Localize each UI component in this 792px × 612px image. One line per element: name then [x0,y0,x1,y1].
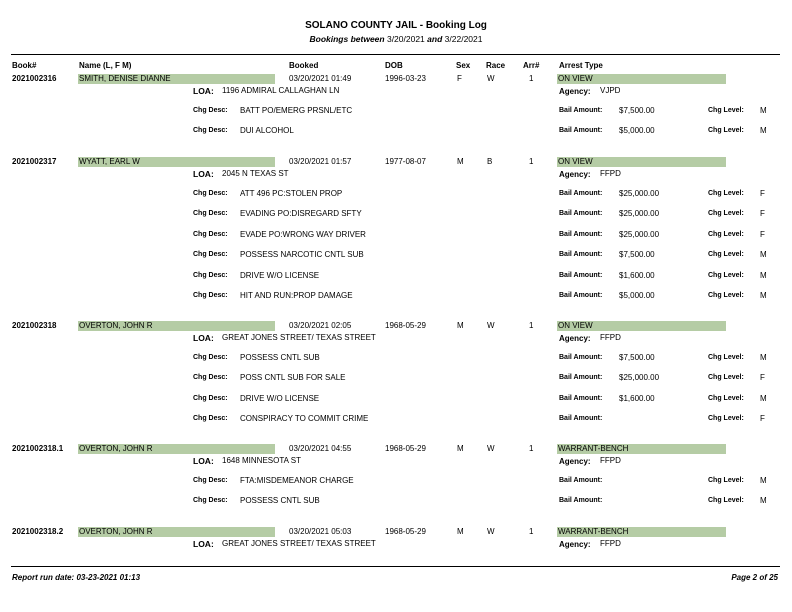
inmate-name: OVERTON, JOHN R [78,527,275,537]
bail-amount: $25,000.00 [619,209,660,218]
chg-desc-label: Chg Desc: [193,251,228,258]
booking-record [0,157,792,300]
bail-amount-label: Bail Amount: [559,497,603,504]
agency-label: Agency: [559,170,591,179]
chg-level-label: Chg Level: [708,415,744,422]
col-dob: DOB [385,61,403,70]
charge-level: M [760,105,767,115]
arrest-number: 1 [529,444,534,453]
book-number: 2021002316 [12,74,57,83]
inmate-name: OVERTON, JOHN R [78,321,275,331]
bail-amount-label: Bail Amount: [559,271,603,279]
agency-label: Agency: [559,87,591,96]
chg-desc-label: Chg Desc: [193,374,228,381]
chg-level-label: Chg Level: [708,374,744,381]
charge-level: M [760,250,767,259]
booking-record [0,527,792,549]
booked-datetime: 03/20/2021 05:03 [289,527,352,536]
chg-desc-label: Chg Desc: [193,394,228,402]
agency-label: Agency: [559,334,591,343]
start-date: 3/20/2021 [386,34,425,44]
sex: M [457,444,464,453]
report-title: SOLANO COUNTY JAIL - Booking Log [305,20,487,31]
inmate-name: OVERTON, JOHN R [78,444,275,454]
chg-level-label: Chg Level: [708,476,744,484]
dob: 1968-05-29 [385,527,426,536]
race: W [487,444,495,453]
col-arr: Arr# [523,61,540,70]
chg-desc-label: Chg Desc: [193,476,228,484]
book-number: 2021002318.1 [12,444,64,453]
bail-amount: $25,000.00 [619,188,660,198]
bail-amount-label: Bail Amount: [559,230,603,238]
subtitle-and: and [427,34,443,44]
chg-level-label: Chg Level: [708,292,744,299]
bail-amount: $7,500.00 [619,250,655,259]
booked-datetime: 03/20/2021 02:05 [289,321,352,330]
header-rule [11,54,780,55]
bail-amount-label: Bail Amount: [559,127,603,134]
sex: M [457,321,464,330]
loa-value: 1648 MINNESOTA ST [222,456,301,465]
bail-amount-label: Bail Amount: [559,106,603,114]
arrest-number: 1 [529,74,534,83]
chg-level-label: Chg Level: [708,106,744,114]
agency-label: Agency: [559,540,591,549]
chg-desc-label: Chg Desc: [193,415,228,422]
charge-description: HIT AND RUN:PROP DAMAGE [240,291,353,300]
booking-record [0,444,792,505]
loa-label: LOA: [193,333,214,343]
dob: 1968-05-29 [385,444,426,453]
bail-amount: $1,600.00 [619,270,655,280]
chg-desc-label: Chg Desc: [193,353,228,361]
bail-amount-label: Bail Amount: [559,210,603,217]
charge-description: ATT 496 PC:STOLEN PROP [240,188,343,198]
loa-label: LOA: [193,86,214,96]
loa-label: LOA: [193,456,214,466]
loa-value: GREAT JONES STREET/ TEXAS STREET [222,333,376,342]
bail-amount-label: Bail Amount: [559,292,603,299]
charge-description: DRIVE W/O LICENSE [240,393,320,403]
charge-level: F [760,188,765,198]
charge-level: M [760,126,767,135]
charge-description: FTA:MISDEMEANOR CHARGE [240,475,354,485]
bail-amount: $1,600.00 [619,393,655,403]
inmate-name: WYATT, EARL W [78,157,275,167]
agency-value: FFPD [600,456,621,465]
loa-label: LOA: [193,539,214,549]
bail-amount: $7,500.00 [619,352,655,362]
booking-record [0,74,792,135]
chg-level-label: Chg Level: [708,189,744,197]
charge-level: M [760,475,767,485]
col-race: Race [486,61,506,70]
chg-level-label: Chg Level: [708,251,744,258]
chg-level-label: Chg Level: [708,210,744,217]
dob: 1968-05-29 [385,321,426,330]
chg-desc-label: Chg Desc: [193,292,228,299]
bail-amount: $5,000.00 [619,126,655,135]
bail-amount-label: Bail Amount: [559,394,603,402]
report-run-date: Report run date: 03-23-2021 01:13 [12,573,141,582]
agency-value: FFPD [600,539,621,548]
charge-description: DRIVE W/O LICENSE [240,270,320,280]
chg-desc-label: Chg Desc: [193,271,228,279]
charge-description: EVADING PO:DISREGARD SFTY [240,209,362,218]
race: W [487,74,495,83]
bail-amount-label: Bail Amount: [559,353,603,361]
book-number: 2021002318.2 [12,527,64,536]
arrest-type: WARRANT-BENCH [557,444,726,454]
bail-amount: $25,000.00 [619,373,660,382]
chg-desc-label: Chg Desc: [193,189,228,197]
footer-rule [11,566,780,567]
subtitle-prefix: Bookings between [309,34,385,44]
agency-value: FFPD [600,169,621,178]
arrest-type: ON VIEW [557,321,726,331]
arrest-number: 1 [529,321,534,330]
sex: M [457,527,464,536]
charge-description: CONSPIRACY TO COMMIT CRIME [240,414,369,423]
report-subtitle [0,34,792,44]
page-number: Page 2 of 25 [731,573,778,582]
charge-description: POSS CNTL SUB FOR SALE [240,373,346,382]
bail-amount-label: Bail Amount: [559,415,603,422]
bail-amount: $5,000.00 [619,291,655,300]
charge-level: M [760,270,767,280]
charge-description: DUI ALCOHOL [240,126,294,135]
chg-level-label: Chg Level: [708,353,744,361]
inmate-name: SMITH, DENISE DIANNE [78,74,275,84]
dob: 1996-03-23 [385,74,426,83]
col-name: Name (L, F M) [79,61,132,70]
chg-desc-label: Chg Desc: [193,230,228,238]
booked-datetime: 03/20/2021 01:49 [289,74,352,83]
col-book: Book# [12,61,37,70]
charge-level: F [760,209,765,218]
loa-value: 1196 ADMIRAL CALLAGHAN LN [222,86,340,95]
bail-amount: $25,000.00 [619,229,660,239]
race: W [487,321,495,330]
bail-amount-label: Bail Amount: [559,189,603,197]
loa-value: GREAT JONES STREET/ TEXAS STREET [222,539,376,548]
arrest-number: 1 [529,157,534,166]
charge-description: POSSESS NARCOTIC CNTL SUB [240,250,364,259]
loa-label: LOA: [193,169,214,179]
bail-amount: $7,500.00 [619,105,655,115]
agency-label: Agency: [559,457,591,466]
race: B [487,157,493,166]
chg-level-label: Chg Level: [708,230,744,238]
bail-amount-label: Bail Amount: [559,251,603,258]
sex: M [457,157,464,166]
charge-level: F [760,229,765,239]
dob: 1977-08-07 [385,157,426,166]
agency-value: FFPD [600,333,621,342]
col-booked: Booked [289,61,319,70]
bail-amount-label: Bail Amount: [559,374,603,381]
charge-level: M [760,352,767,362]
chg-level-label: Chg Level: [708,271,744,279]
booking-record [0,321,792,423]
charge-level: M [760,393,767,403]
arrest-type: WARRANT-BENCH [557,527,726,537]
charge-level: F [760,373,765,382]
chg-desc-label: Chg Desc: [193,127,228,134]
chg-level-label: Chg Level: [708,394,744,402]
col-sex: Sex [456,61,471,70]
chg-desc-label: Chg Desc: [193,497,228,504]
arrest-type: ON VIEW [557,157,726,167]
sex: F [457,74,462,83]
loa-value: 2045 N TEXAS ST [222,169,289,178]
charge-description: POSSESS CNTL SUB [240,496,320,505]
arrest-type: ON VIEW [557,74,726,84]
charge-level: M [760,291,767,300]
end-date: 3/22/2021 [444,34,483,44]
charge-level: M [760,496,767,505]
charge-level: F [760,414,765,423]
charge-description: BATT PO/EMERG PRSNL/ETC [240,105,353,115]
col-arrest-type: Arrest Type [559,61,603,70]
charge-description: POSSESS CNTL SUB [240,352,320,362]
bail-amount-label: Bail Amount: [559,476,603,484]
arrest-number: 1 [529,527,534,536]
charge-description: EVADE PO:WRONG WAY DRIVER [240,229,366,239]
chg-desc-label: Chg Desc: [193,210,228,217]
book-number: 2021002317 [12,157,57,166]
agency-value: VJPD [600,86,621,95]
chg-level-label: Chg Level: [708,127,744,134]
booked-datetime: 03/20/2021 04:55 [289,444,352,453]
chg-desc-label: Chg Desc: [193,106,228,114]
race: W [487,527,495,536]
booked-datetime: 03/20/2021 01:57 [289,157,352,166]
book-number: 2021002318 [12,321,57,330]
chg-level-label: Chg Level: [708,497,744,504]
